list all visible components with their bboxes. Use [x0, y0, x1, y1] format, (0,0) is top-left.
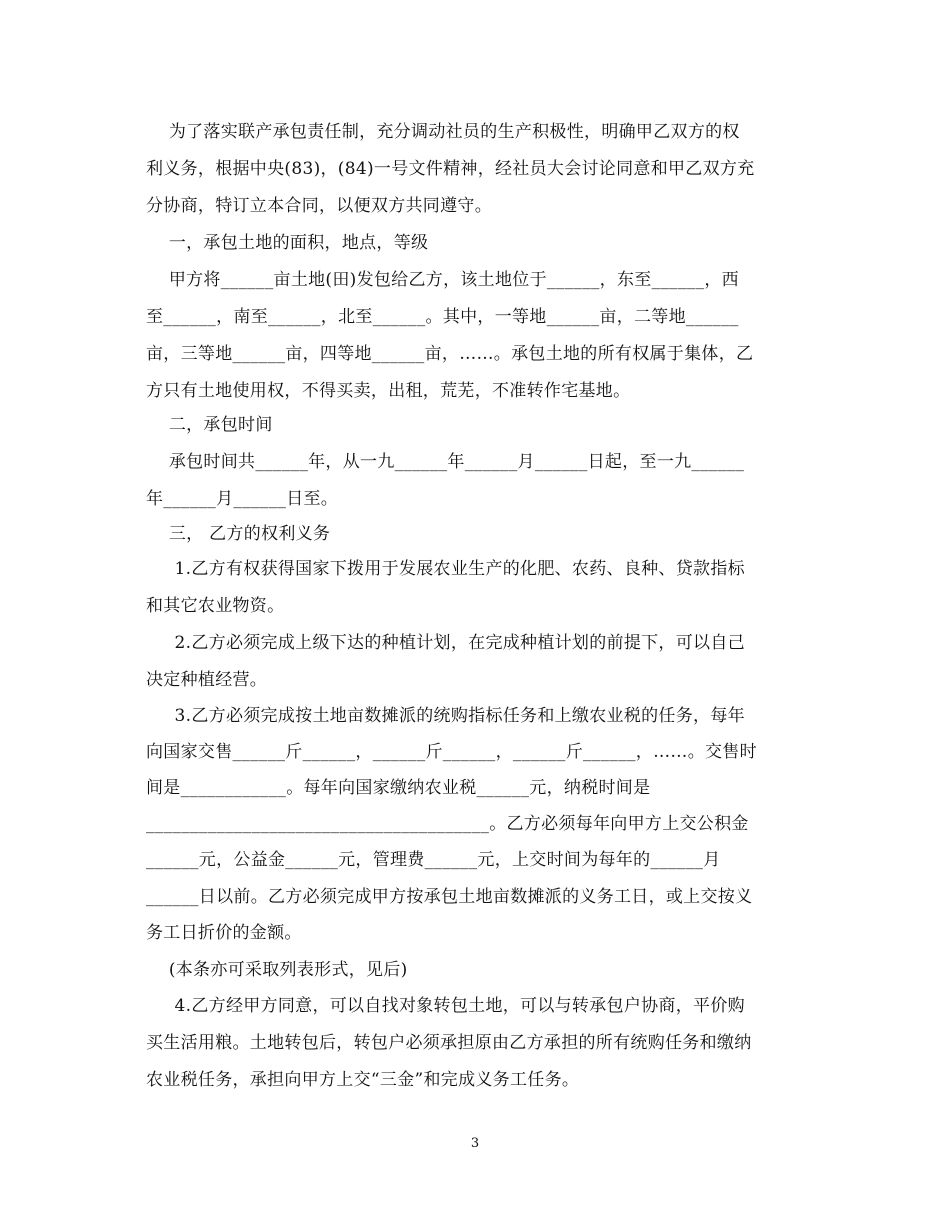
text-line: _______________________________________。乙方必须每年向甲方上交公积金	[146, 814, 749, 834]
text-line: 为了落实联产承包责任制，充分调动社员的生产积极性，明确甲乙双方的权	[146, 122, 740, 142]
text-line: ______日以前。乙方必须完成甲方按承包土地亩数摊派的义务工日，或上交按义	[146, 887, 753, 907]
section-heading: 一，承包土地的面积，地点，等级	[146, 233, 429, 253]
text-line: 至______，南至______，北至______。其中，一等地______亩，二等地______	[146, 307, 739, 327]
section-heading: 二，承包时间	[146, 415, 273, 435]
text-line: 方只有土地使用权，不得买卖，出租，荒芜，不准转作宅基地。	[146, 381, 631, 401]
page-number: 3	[470, 1136, 480, 1151]
text-line: 买生活用粮。土地转包后，转包户必须承担原由乙方承担的所有统购任务和缴纳	[146, 1033, 752, 1053]
text-line: (本条亦可采取列表形式，见后)	[146, 960, 408, 980]
text-line: 年______月______日至。	[146, 489, 339, 509]
section-heading: 三， 乙方的权利义务	[146, 524, 331, 544]
text-line: 1.乙方有权获得国家下拨用于发展农业生产的化肥、农药、良种、贷款指标	[146, 559, 745, 579]
text-line: 决定种植经营。	[146, 670, 268, 690]
text-line: 甲方将______亩土地(田)发包给乙方，该土地位于______，东至______，西	[146, 270, 739, 290]
text-line: 农业税任务，承担向甲方上交“三金”和完成义务工任务。	[146, 1070, 580, 1090]
text-line: ______元，公益金______元，管理费______元，上交时间为每年的______月	[146, 850, 721, 870]
text-line: 3.乙方必须完成按土地亩数摊派的统购指标任务和上缴农业税的任务，每年	[146, 706, 745, 726]
text-line: 务工日折价的金额。	[146, 923, 302, 943]
text-line: 亩，三等地______亩，四等地______亩，……。承包土地的所有权属于集体，乙	[146, 344, 754, 364]
text-line: 间是____________。每年向国家缴纳农业税______元，纳税时间是	[146, 778, 651, 798]
text-line: 2.乙方必须完成上级下达的种植计划，在完成种植计划的前提下，可以自己	[146, 633, 745, 653]
text-line: 和其它农业物资。	[146, 596, 285, 616]
text-line: 向国家交售______斤______，______斤______，______斤______，……。交售时	[146, 742, 757, 762]
text-line: 分协商，特订立本合同，以便双方共同遵守。	[146, 196, 492, 216]
text-line: 利义务，根据中央(83)，(84)一号文件精神，经社员大会讨论同意和甲乙双方充	[146, 159, 755, 179]
text-line: 4.乙方经甲方同意，可以自找对象转包土地，可以与转承包户协商，平价购	[146, 996, 745, 1016]
text-line: 承包时间共______年，从一九______年______月______日起，至一九______	[146, 452, 745, 472]
